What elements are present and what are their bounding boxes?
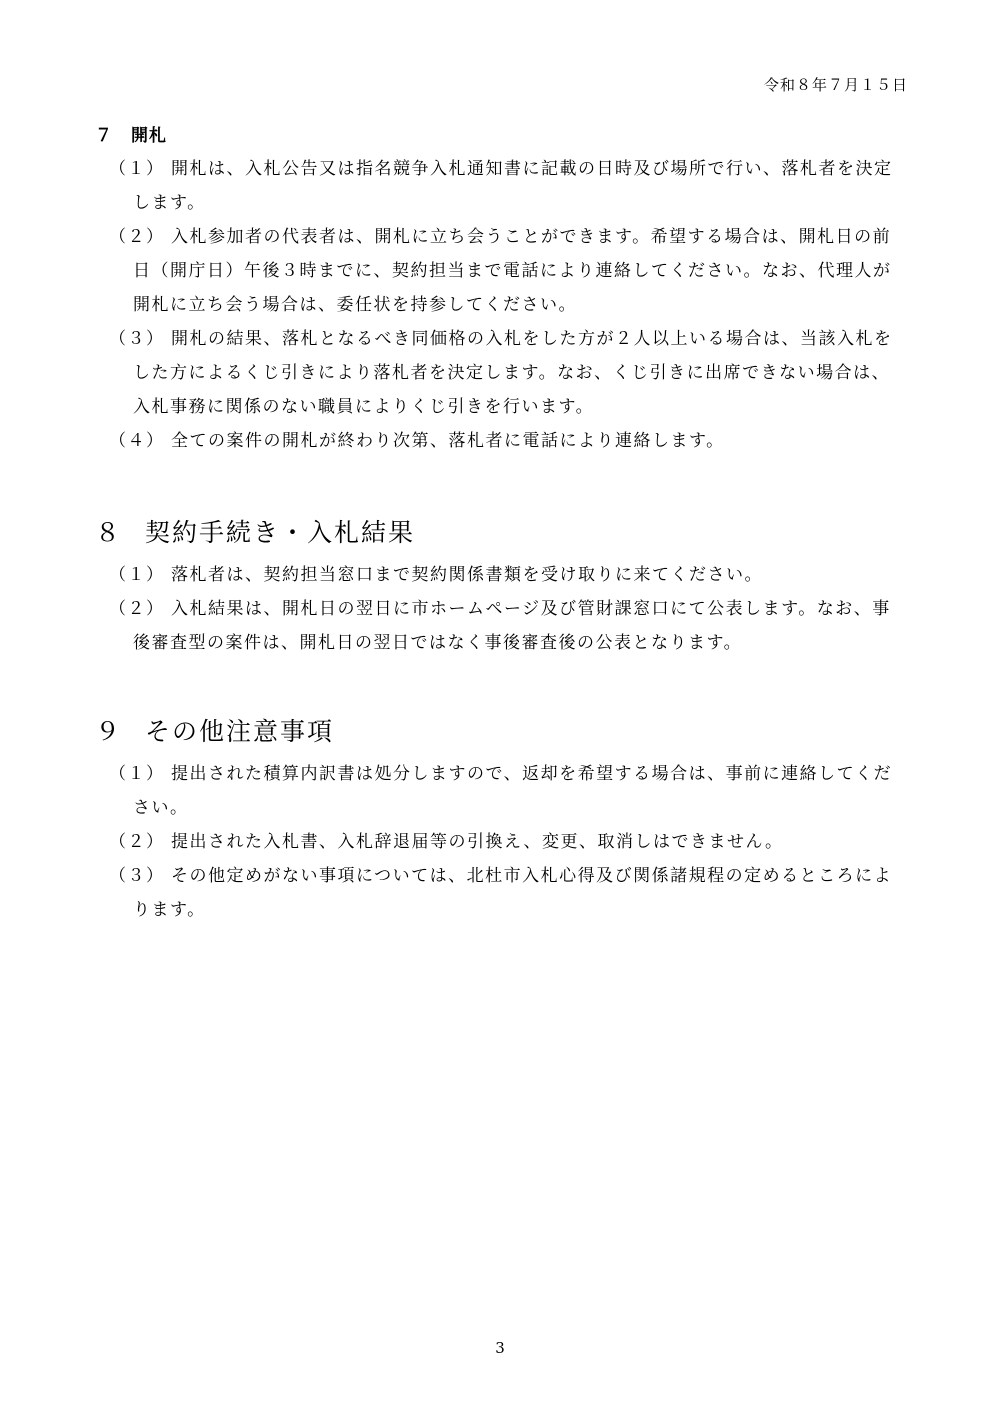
item-text: 開札は、入札公告又は指名競争入札通知書に記載の日時及び場所で行い、落札者を決定します。: [133, 159, 893, 213]
item-text: その他定めがない事項については、北杜市入札心得及び関係諸規程の定めるところによります。: [133, 866, 893, 920]
section-9-notes: [95, 707, 905, 927]
section-8-heading: [95, 508, 905, 558]
section-8-number: ８: [95, 518, 123, 547]
section-8-title: 契約手続き・入札結果: [145, 518, 416, 547]
section-7-number: ７: [95, 126, 113, 146]
item-text: 全ての案件の開札が終わり次第、落札者に電話により連絡します。: [171, 431, 725, 451]
page-number: 3: [495, 1339, 505, 1357]
section-7-item-2: [95, 220, 905, 322]
section-9-title: その他注意事項: [145, 717, 335, 746]
section-7-title: 開札: [131, 126, 167, 146]
section-8-item-1: [95, 558, 905, 592]
section-9-item-3: [95, 859, 905, 927]
item-text: 開札の結果、落札となるべき同価格の入札をした方が２人以上いる場合は、当該入札をした方によるくじ引きにより落札者を決定します。なお、くじ引きに出席できない場合は、入札事務に関係のない職員によりくじ引きを行います。: [133, 329, 893, 417]
item-label: （４）: [109, 431, 165, 451]
item-label: （２）: [109, 227, 165, 247]
item-label: （１）: [109, 764, 165, 784]
section-7-item-4: [95, 424, 905, 458]
section-8-item-2: [95, 592, 905, 660]
section-7-heading: [95, 120, 905, 152]
item-label: （１）: [109, 565, 165, 585]
section-8-contract: [95, 508, 905, 660]
document-date: 令和８年７月１５日: [763, 76, 908, 94]
item-label: （３）: [109, 329, 165, 349]
section-9-item-2: [95, 825, 905, 859]
section-9-number: ９: [95, 717, 123, 746]
item-text: 提出された入札書、入札辞退届等の引換え、変更、取消しはできません。: [171, 832, 784, 852]
item-text: 入札結果は、開札日の翌日に市ホームページ及び管財課窓口にて公表します。なお、事後審査型の案件は、開札日の翌日ではなく事後審査後の公表となります。: [133, 599, 891, 653]
item-label: （２）: [109, 832, 165, 852]
item-text: 提出された積算内訳書は処分しますので、返却を希望する場合は、事前に連絡してください。: [133, 764, 893, 818]
section-7-item-1: [95, 152, 905, 220]
item-label: （１）: [109, 159, 165, 179]
item-label: （３）: [109, 866, 165, 886]
item-label: （２）: [109, 599, 165, 619]
section-7-opening: [95, 120, 905, 458]
item-text: 落札者は、契約担当窓口まで契約関係書類を受け取りに来てください。: [171, 565, 763, 585]
section-9-item-1: [95, 757, 905, 825]
section-9-heading: [95, 707, 905, 757]
item-text: 入札参加者の代表者は、開札に立ち会うことができます。希望する場合は、開札日の前日（開庁日）午後３時までに、契約担当まで電話により連絡してください。なお、代理人が開札に立ち会う場合は、委任状を持参してください。: [133, 227, 892, 315]
section-7-item-3: [95, 322, 905, 424]
